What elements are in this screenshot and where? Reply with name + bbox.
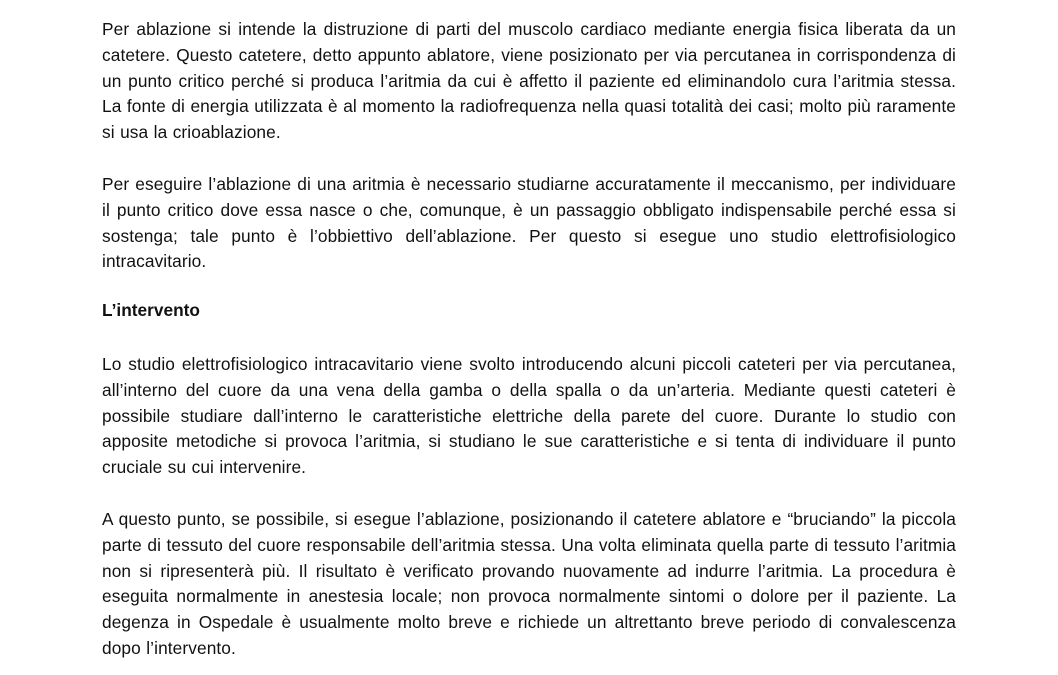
paragraph-ablation-definition: Per ablazione si intende la distruzione di parti del muscolo cardiaco mediante energia fisica liberata da un catetere. Questo catetere, detto appunto ablatore, viene posizionato per via percutanea in corrispondenza di un punto critico perché si produca l’aritmia da cui è affetto il paziente ed eliminandolo cura l’aritmia stessa. La fonte di energia utilizzata è al momento la radiofrequenza nella quasi totalità dei casi; molto più raramente si usa la crioablazione. xyxy=(102,19,956,143)
paragraph-electrophysiology-study: Lo studio elettrofisiologico intracavitario viene svolto introducendo alcuni piccoli cateteri per via percutanea, all’interno del cuore da una vena della gamba o della spalla o da un’arteria. Mediante questi cateteri è possibile studiare dall’interno le caratteristiche elettriche della parete del cuore. Durante lo studio con apposite metodiche si provoca l’aritmia, si studiano le sue caratteristiche e si tenta di individuare il punto cruciale su cui intervenire. xyxy=(102,354,956,478)
paragraph-ablation-study: Per eseguire l’ablazione di una aritmia è necessario studiarne accuratamente il meccanismo, per individuare il punto critico dove essa nasce o che, comunque, è un passaggio obbligato indispensabile perché essa si sostenga; tale punto è l’obbiettivo dell’ablazione. Per questo si esegue uno studio elettrofisiologico intracavitario. xyxy=(102,174,956,272)
section-heading-intervention: L’intervento xyxy=(102,300,200,320)
paragraph-ablation-procedure: A questo punto, se possibile, si esegue l’ablazione, posizionando il catetere ablatore e “bruciando” la piccola parte di tessuto del cuore responsabile dell’aritmia stessa. Una volta eliminata quella parte di tessuto l’aritmia non si ripresenterà più. Il risultato è verificato provando nuovamente ad indurre l’aritmia. La procedura è eseguita normalmente in anestesia locale; non provoca normalmente sintomi o dolore per il paziente. La degenza in Ospedale è usualmente molto breve e richiede un altrettanto breve periodo di convalescenza dopo l’intervento. xyxy=(102,509,956,658)
